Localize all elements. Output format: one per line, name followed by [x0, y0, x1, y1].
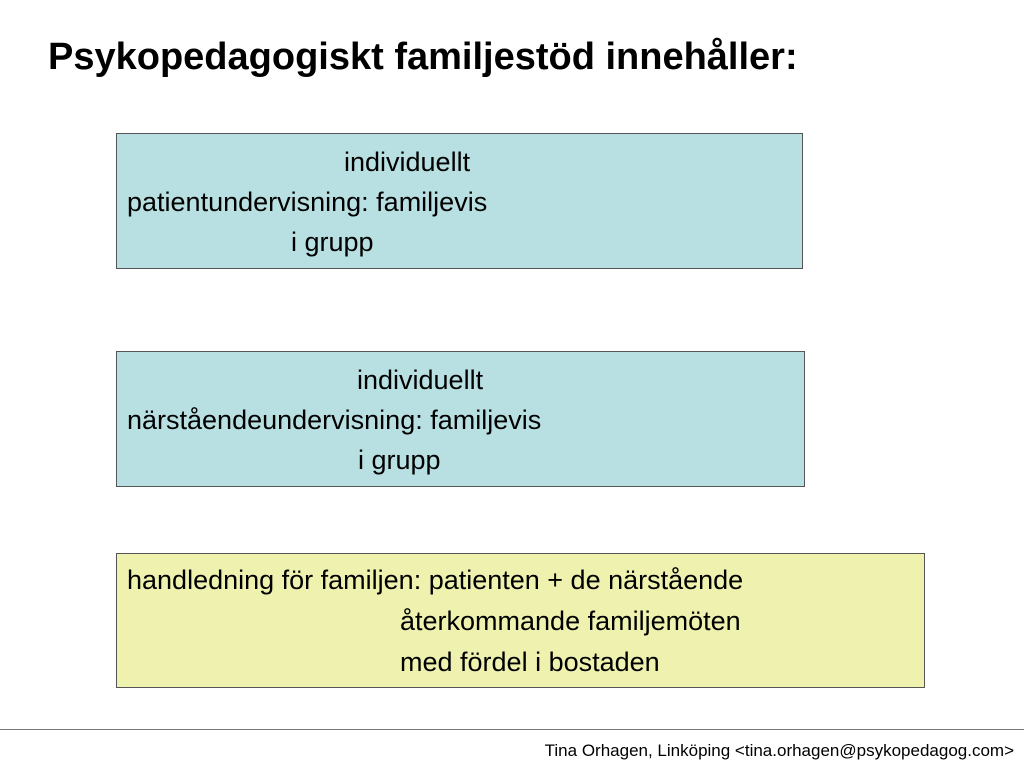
box-line: med fördel i bostaden — [400, 647, 660, 677]
content-box-patient-education — [116, 133, 803, 269]
footer-credit: Tina Orhagen, Linköping <tina.orhagen@psykopedagog.com> — [544, 741, 1014, 760]
box-line: handledning för familjen: patienten + de närstående — [127, 565, 744, 595]
footer-divider — [0, 729, 1024, 730]
box-line: återkommande familjemöten — [400, 606, 741, 636]
slide-title: Psykopedagogiskt familjestöd innehåller: — [48, 36, 798, 78]
content-box-family-guidance — [116, 553, 925, 688]
box-line: individuellt — [357, 365, 484, 395]
box-line: närståendeundervisning: familjevis — [127, 405, 542, 435]
box-line: i grupp — [358, 445, 441, 475]
box-line: i grupp — [291, 227, 374, 257]
content-box-relative-education — [116, 351, 805, 487]
box-line: individuellt — [344, 147, 471, 177]
box-line: patientundervisning: familjevis — [127, 187, 488, 217]
